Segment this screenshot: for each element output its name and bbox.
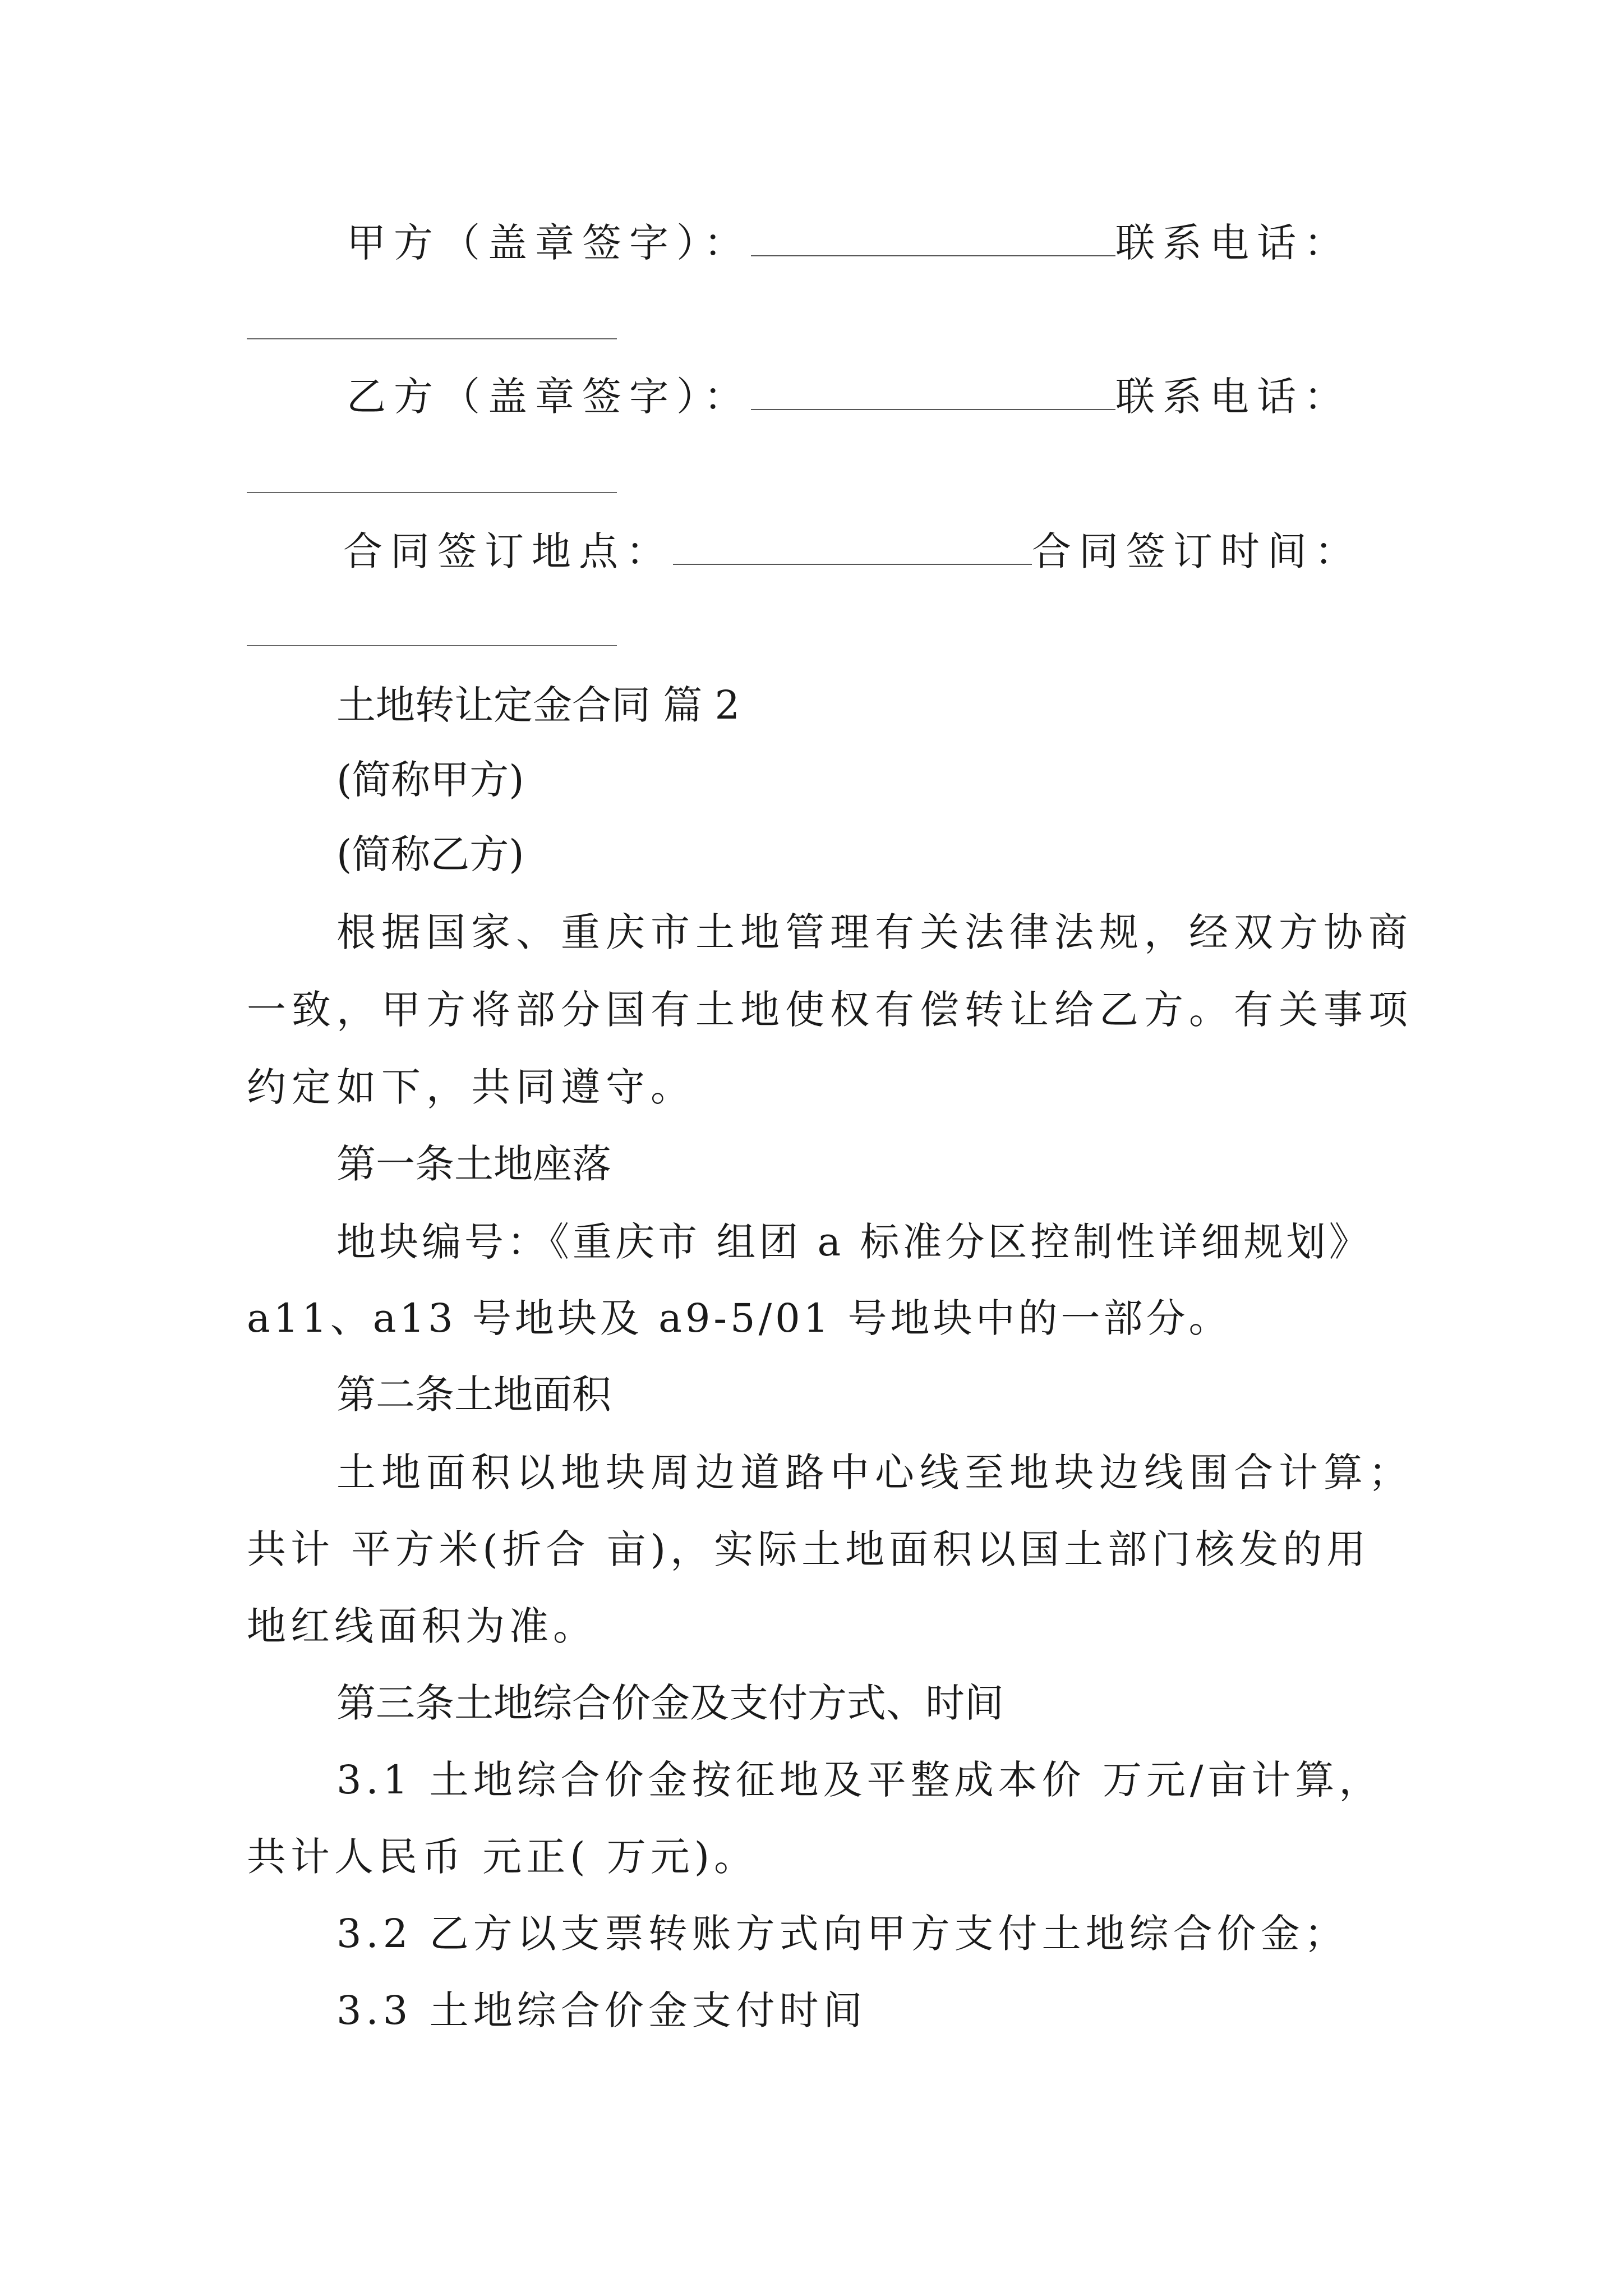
party-b-signature-line [347, 374, 1351, 420]
party-b-signature-blank [751, 408, 1115, 410]
contract-place-label: 合同签订地点： [343, 528, 673, 574]
contract-title: 土地转让定金合同 篇 2 [336, 682, 740, 728]
party-a-signature-blank [751, 254, 1115, 256]
party-b-phone-label: 联系电话： [1115, 374, 1351, 420]
article-1-line-2: a11、a13 号地块及 a9-5/01 号地块中的一部分。 [247, 1295, 1232, 1341]
party-a-phone-blank [247, 338, 617, 339]
contract-time-label: 合同签订时间： [1032, 528, 1362, 574]
article-2-title: 第二条土地面积 [336, 1372, 611, 1418]
intro-line-3: 约定如下，共同遵守。 [247, 1064, 695, 1110]
party-a-phone-label: 联系电话： [1115, 220, 1351, 266]
article-3-1-line-2: 共计人民币 元正( 万元)。 [247, 1834, 758, 1880]
contract-place-time-line [343, 528, 1362, 574]
party-a-signature-line [347, 220, 1351, 266]
contract-time-blank [247, 645, 617, 646]
article-2-line-1: 土地面积以地块周边道路中心线至地块边线围合计算； [336, 1450, 1413, 1496]
article-3-title: 第三条土地综合价金及支付方式、时间 [336, 1680, 1004, 1726]
party-b-label: 乙方（盖章签字）： [347, 374, 751, 420]
party-a-abbreviation: (简称甲方) [336, 757, 524, 803]
contract-place-blank [673, 563, 1032, 565]
article-2-line-3: 地红线面积为准。 [247, 1603, 597, 1649]
article-2-line-2: 共计 平方米(折合 亩)，实际土地面积以国土部门核发的用 [247, 1526, 1371, 1572]
article-1-line-1: 地块编号：《重庆市 组团 a 标准分区控制性详细规划》 [336, 1219, 1372, 1265]
article-3-3: 3.3 土地综合价金支付时间 [336, 1987, 867, 2033]
article-3-2: 3.2 乙方以支票转账方式向甲方支付土地综合价金； [336, 1911, 1348, 1957]
intro-line-2: 一致，甲方将部分国有土地使权有偿转让给乙方。有关事项 [247, 987, 1413, 1033]
article-1-title: 第一条土地座落 [336, 1141, 611, 1187]
party-b-abbreviation: (简称乙方) [336, 831, 524, 877]
party-b-phone-blank [247, 492, 617, 493]
intro-line-1: 根据国家、重庆市土地管理有关法律法规，经双方协商 [336, 909, 1413, 955]
party-a-label: 甲方（盖章签字）： [347, 220, 751, 266]
article-3-1-line-1: 3.1 土地综合价金按征地及平整成本价 万元/亩计算， [336, 1757, 1383, 1803]
